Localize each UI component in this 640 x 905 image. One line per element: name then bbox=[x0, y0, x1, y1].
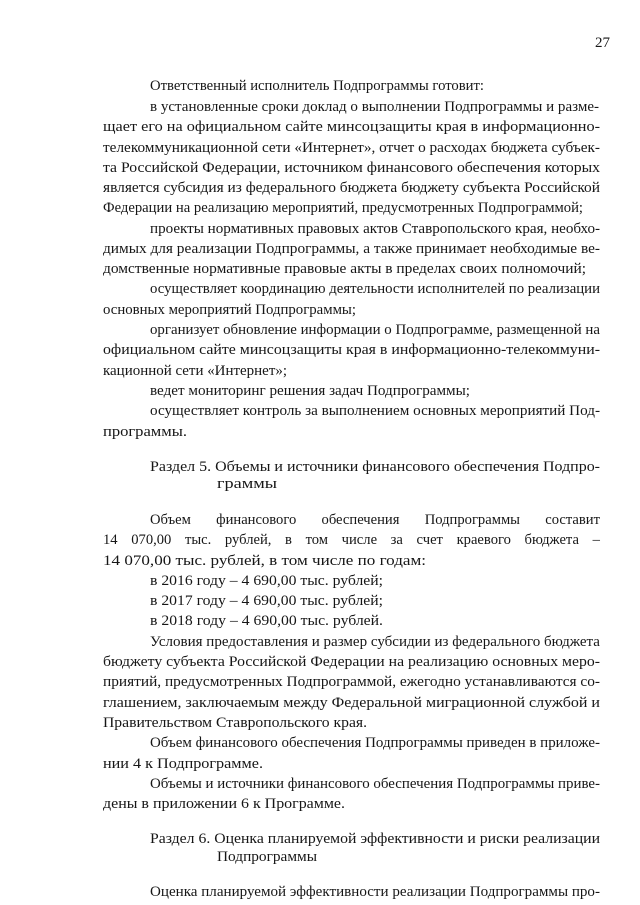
word: том bbox=[305, 532, 329, 548]
text-line: является субсидия из федерального бюджета бюджету субъекта Российской bbox=[103, 180, 600, 196]
text-line: та Российской Федерации, источником финансового обеспечения которых bbox=[103, 160, 601, 176]
text-line: Федерации на реализацию мероприятий, предусмотренных Подпрограммой; bbox=[103, 200, 583, 216]
page-number: 27 bbox=[595, 35, 610, 51]
text-line: телекоммуникационной сети «Интернет», отчет о расходах бюджета субъек- bbox=[103, 140, 601, 156]
text-line: официальном сайте минсоцзащиты края в информационно-телекоммуни- bbox=[103, 342, 600, 358]
word: краевого bbox=[456, 532, 511, 548]
text-line: ведет мониторинг решения задач Подпрограммы; bbox=[150, 383, 471, 399]
text-line: бюджету субъекта Российской Федерации на реализацию основных меро- bbox=[103, 654, 601, 670]
year-line: в 2017 году – 4 690,00 тыс. рублей; bbox=[150, 593, 383, 609]
text-line: кационной сети «Интернет»; bbox=[103, 363, 287, 379]
year-line: в 2016 году – 4 690,00 тыс. рублей; bbox=[150, 573, 383, 589]
text-line: 14 070,00 тыс. рублей, в том числе по годам: bbox=[103, 553, 427, 569]
section-6-heading: Раздел 6. Оценка планируемой эффективности и риски реализации bbox=[150, 831, 601, 847]
section-6-heading-cont: Подпрограммы bbox=[217, 849, 317, 865]
word: финансового bbox=[216, 512, 297, 528]
text-line: Правительством Ставропольского края. bbox=[103, 715, 368, 731]
text-line: Объем финансового обеспечения Подпрограммы приведен в приложе- bbox=[150, 735, 601, 751]
text-line: Ответственный исполнитель Подпрограммы готовит: bbox=[150, 78, 484, 94]
text-line: нии 4 к Подпрограмме. bbox=[103, 756, 263, 772]
text-line: организует обновление информации о Подпрограмме, размещенной на bbox=[150, 322, 600, 338]
text-line: проекты нормативных правовых актов Ставропольского края, необхо- bbox=[150, 221, 601, 237]
word: 070,00 bbox=[131, 532, 172, 548]
text-line: основных мероприятий Подпрограммы; bbox=[103, 302, 356, 318]
funding-line bbox=[150, 510, 600, 530]
funding-line bbox=[103, 530, 600, 550]
text-line: глашением, заключаемым между Федеральной миграционной службой и bbox=[103, 695, 600, 711]
word: обеспечения bbox=[321, 512, 400, 528]
text-line: осуществляет контроль за выполнением основных мероприятий Под- bbox=[150, 403, 601, 419]
text-line: Условия предоставления и размер субсидии из федерального бюджета bbox=[150, 634, 600, 650]
word: за bbox=[390, 532, 403, 548]
text-line: Объемы и источники финансового обеспечения Подпрограммы приве- bbox=[150, 776, 601, 792]
word: 14 bbox=[103, 532, 118, 548]
text-line: приятий, предусмотренных Подпрограммой, ежегодно устанавливаются со- bbox=[103, 674, 601, 690]
word: тыс. bbox=[184, 532, 212, 548]
text-line: программы. bbox=[103, 424, 188, 440]
text-line: Оценка планируемой эффективности реализации Подпрограммы про- bbox=[150, 884, 600, 900]
year-line: в 2018 году – 4 690,00 тыс. рублей. bbox=[150, 613, 383, 629]
word: числе bbox=[341, 532, 378, 548]
word: Подпрограммы bbox=[424, 512, 520, 528]
text-line: домственные нормативные правовые акты в пределах своих полномочий; bbox=[103, 261, 587, 277]
word: в bbox=[285, 532, 292, 548]
text-line: димых для реализации Подпрограммы, а также принимает необходимые ве- bbox=[103, 241, 600, 257]
section-5-heading-cont: граммы bbox=[217, 476, 278, 492]
text-line: дены в приложении 6 к Программе. bbox=[103, 796, 345, 812]
text-line: щает его на официальном сайте минсоцзащиты края в информационно- bbox=[103, 119, 601, 135]
word: – bbox=[592, 532, 600, 548]
word: рублей, bbox=[224, 532, 272, 548]
word: составит bbox=[545, 512, 600, 528]
text-line: осуществляет координацию деятельности исполнителей по реализации bbox=[150, 281, 600, 297]
section-5-heading: Раздел 5. Объемы и источники финансового обеспечения Подпро- bbox=[150, 459, 600, 475]
word: счет bbox=[416, 532, 443, 548]
text-line: в установленные сроки доклад о выполнении Подпрограммы и разме- bbox=[150, 99, 600, 115]
word: Объем bbox=[150, 512, 191, 528]
word: бюджета bbox=[524, 532, 579, 548]
